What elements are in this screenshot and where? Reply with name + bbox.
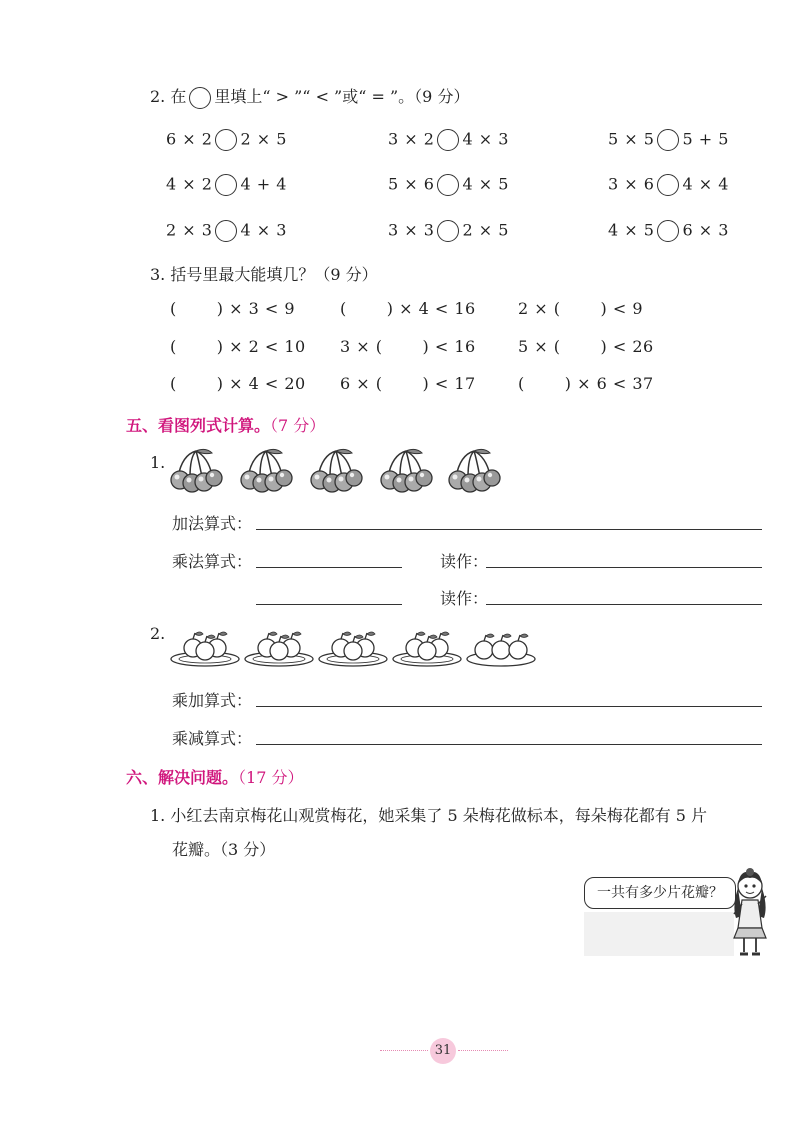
page-dots-left <box>380 1050 428 1051</box>
bracket-item <box>170 299 295 318</box>
compare-right: 4 × 3 <box>462 129 509 149</box>
bracket-post: ) × 4 < 20 <box>216 374 306 393</box>
bracket-pre: 2 × ( <box>518 299 561 318</box>
cherries-illustration <box>168 447 508 497</box>
apple-plates-illustration <box>170 626 550 672</box>
cherry-icon <box>241 449 292 492</box>
compare-item <box>388 174 509 196</box>
cherry-group <box>168 447 508 501</box>
compare-left: 2 × 3 <box>166 220 213 240</box>
p2-number: 2. <box>150 624 166 643</box>
compare-left: 3 × 6 <box>608 174 655 194</box>
cherry-icon <box>311 449 362 492</box>
section5-heading <box>126 413 325 436</box>
read-label-2: 读作： <box>440 589 489 608</box>
bracket-pre: ( <box>340 299 347 318</box>
read-label-1: 读作： <box>440 552 489 571</box>
compare-item <box>608 220 729 242</box>
answer-circle-icon[interactable] <box>215 129 237 151</box>
section6-heading <box>126 765 303 788</box>
muladd-label: 乘加算式： <box>172 691 253 710</box>
compare-item <box>608 129 729 151</box>
bracket-item <box>340 374 476 393</box>
compare-right: 2 × 5 <box>240 129 287 149</box>
bracket-post: ) × 2 < 10 <box>216 337 306 356</box>
q2-suffix: 里填上“ > ”“ < ”或“ = ”。（9 分） <box>214 87 470 106</box>
bracket-post: ) < 16 <box>422 337 476 356</box>
answer-circle-icon[interactable] <box>657 220 679 242</box>
cherry-icon <box>449 449 500 492</box>
answer-circle-icon[interactable] <box>215 220 237 242</box>
bracket-post: ) × 3 < 9 <box>216 299 296 318</box>
apple-plate-icon <box>393 632 461 666</box>
apple-plate-icon <box>171 632 239 666</box>
answer-circle-icon[interactable] <box>215 174 237 196</box>
compare-right: 6 × 3 <box>682 220 729 240</box>
answer-circle-icon <box>189 87 211 109</box>
mul-answer-line[interactable] <box>256 567 402 568</box>
compare-item <box>388 129 509 151</box>
compare-right: 4 × 5 <box>462 174 509 194</box>
apple-plate-group <box>170 626 550 676</box>
apple-plate-icon <box>245 632 313 666</box>
compare-right: 4 × 4 <box>682 174 729 194</box>
bracket-post: ) × 6 < 37 <box>564 374 654 393</box>
compare-right: 2 × 5 <box>462 220 509 240</box>
section5-title: 五、看图列式计算。 <box>126 416 271 435</box>
bracket-pre: 3 × ( <box>340 337 383 356</box>
bracket-pre: ( <box>170 374 177 393</box>
girl-illustration <box>728 866 772 964</box>
bracket-item <box>170 374 306 393</box>
bracket-pre: ( <box>170 299 177 318</box>
apple-plate-icon <box>467 634 535 666</box>
bracket-post: ) × 4 < 16 <box>386 299 476 318</box>
mulsub-answer-line[interactable] <box>256 744 762 745</box>
read-answer-line-2[interactable] <box>486 604 762 605</box>
compare-left: 6 × 2 <box>166 129 213 149</box>
section6-points: （17 分） <box>238 768 304 787</box>
compare-item <box>166 129 287 151</box>
bracket-item <box>518 337 654 356</box>
answer-circle-icon[interactable] <box>437 129 459 151</box>
answer-circle-icon[interactable] <box>437 220 459 242</box>
apple-plate-icon <box>319 632 387 666</box>
add-label: 加法算式： <box>172 514 253 533</box>
compare-item <box>388 220 509 242</box>
section5-points: （7 分） <box>270 416 326 435</box>
problem1-line2: 花瓣。（3 分） <box>172 840 276 859</box>
q3-title: 3. 括号里最大能填几？（9 分） <box>150 265 378 284</box>
compare-item <box>166 174 287 196</box>
compare-right: 4 + 4 <box>240 174 287 194</box>
q2-title <box>150 84 469 109</box>
bracket-pre: 6 × ( <box>340 374 383 393</box>
compare-left: 5 × 6 <box>388 174 435 194</box>
section6-title: 六、解决问题。 <box>126 768 239 787</box>
page-dots-right <box>458 1050 508 1051</box>
bracket-item <box>518 374 654 393</box>
problem1-line1: 1. 小红去南京梅花山观赏梅花，她采集了 5 朵梅花做标本，每朵梅花都有 5 片 <box>150 806 708 825</box>
bracket-pre: ( <box>518 374 525 393</box>
compare-item <box>166 220 287 242</box>
compare-left: 4 × 2 <box>166 174 213 194</box>
cherry-icon <box>381 449 432 492</box>
compare-left: 5 × 5 <box>608 129 655 149</box>
cherry-icon <box>171 449 222 492</box>
answer-area[interactable] <box>584 912 734 956</box>
girl-icon <box>728 866 772 960</box>
mulsub-label: 乘减算式： <box>172 729 253 748</box>
bracket-pre: ( <box>170 337 177 356</box>
compare-left: 4 × 5 <box>608 220 655 240</box>
bracket-post: ) < 9 <box>600 299 643 318</box>
speech-bubble: 一共有多少片花瓣？ <box>584 877 736 909</box>
compare-left: 3 × 2 <box>388 129 435 149</box>
compare-right: 5 + 5 <box>682 129 729 149</box>
p1-number: 1. <box>150 453 166 472</box>
read-answer-line-1[interactable] <box>486 567 762 568</box>
compare-left: 3 × 3 <box>388 220 435 240</box>
mul-label: 乘法算式： <box>172 552 253 571</box>
bracket-item <box>340 337 476 356</box>
bracket-item <box>170 337 306 356</box>
muladd-answer-line[interactable] <box>256 706 762 707</box>
bracket-item <box>340 299 476 318</box>
q2-prefix: 2. 在 <box>150 87 187 106</box>
bracket-pre: 5 × ( <box>518 337 561 356</box>
bracket-item <box>518 299 643 318</box>
page-number: 31 <box>430 1038 456 1064</box>
compare-right: 4 × 3 <box>240 220 287 240</box>
add-answer-line[interactable] <box>256 529 762 530</box>
bracket-post: ) < 17 <box>422 374 476 393</box>
answer-circle-icon[interactable] <box>437 174 459 196</box>
answer-circle-icon[interactable] <box>657 174 679 196</box>
mul-answer-line-2[interactable] <box>256 604 402 605</box>
bracket-post: ) < 26 <box>600 337 654 356</box>
compare-item <box>608 174 729 196</box>
answer-circle-icon[interactable] <box>657 129 679 151</box>
